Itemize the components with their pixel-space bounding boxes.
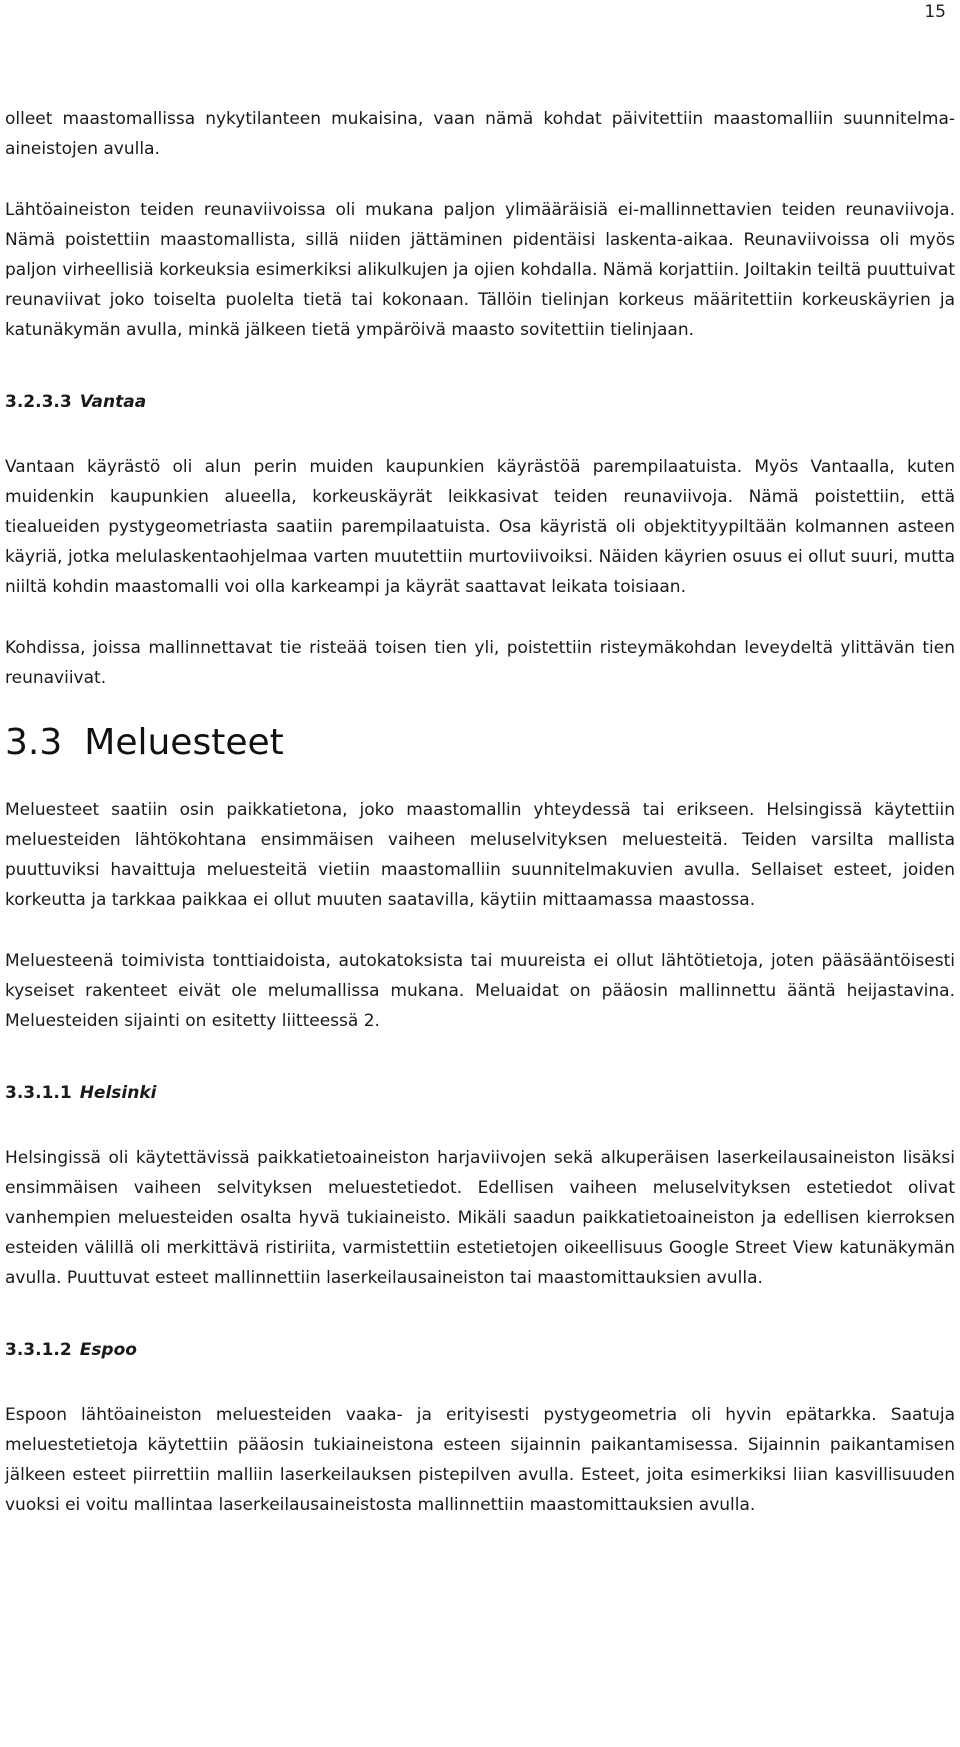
subsection-title: Vantaa bbox=[79, 392, 147, 412]
section-number: 3.3 bbox=[5, 722, 63, 763]
subsection-heading-espoo bbox=[5, 1335, 955, 1365]
subsection-heading-vantaa bbox=[5, 387, 955, 417]
paragraph: Meluesteet saatiin osin paikkatietona, joko maastomallin yhteydessä tai erikseen. Helsingissä käytettiin meluesteiden lähtökohtana ensimmäisen vaiheen meluselvityksen meluesteitä. Teiden varsilta mallista puuttuviksi havaittuja meluesteitä vietiin maastomalliin suunnitelmakuvien avulla. Sellaiset esteet, joiden korkeutta ja tarkkaa paikkaa ei ollut muuten saatavilla, käytiin mittaamassa maastossa. bbox=[5, 800, 955, 910]
page-body bbox=[5, 104, 955, 1520]
paragraph: Meluesteenä toimivista tonttiaidoista, autokatoksista tai muureista ei ollut lähtötietoja, joten pääsääntöisesti kyseiset rakenteet eivät ole melumallissa mukana. Meluaidat on pääosin mallinnettu ääntä heijastavina. Meluesteiden sijainti on esitetty liitteessä 2. bbox=[5, 951, 955, 1031]
section-heading-meluesteet bbox=[5, 713, 955, 773]
subsection-number: 3.3.1.2 bbox=[5, 1340, 72, 1360]
subsection-number: 3.3.1.1 bbox=[5, 1083, 72, 1103]
page-number: 15 bbox=[924, 2, 946, 22]
paragraph: Helsingissä oli käytettävissä paikkatietoaineiston harjaviivojen sekä alkuperäisen laserkeilausaineiston lisäksi ensimmäisen vaiheen selvityksen meluestetiedot. Edellisen vaiheen meluselvityksen estetiedot olivat vanhempien meluesteiden osalta hyvä tukiaineisto. Mikäli saadun paikkatietoaineiston ja edellisen kierroksen esteiden välillä oli merkittävä ristiriita, varmistettiin estetietojen oikeellisuus Google Street View katunäkymän avulla. Puuttuvat esteet mallinnettiin laserkeilausaineiston tai maastomittauksien avulla. bbox=[5, 1148, 955, 1288]
paragraph: Espoon lähtöaineiston meluesteiden vaaka- ja erityisesti pystygeometria oli hyvin epätarkka. Saatuja meluestetietoja käytettiin pääosin tukiaineistona esteen sijainnin paikantamisessa. Sijainnin paikantamisen jälkeen esteet piirrettiin malliin laserkeilauksen pistepilven avulla. Esteet, joita esimerkiksi liian kasvillisuuden vuoksi ei voitu mallintaa laserkeilausaineistosta mallinnettiin maastomittauksien avulla. bbox=[5, 1405, 955, 1515]
section-title: Meluesteet bbox=[84, 722, 284, 763]
subsection-number: 3.2.3.3 bbox=[5, 392, 72, 412]
paragraph: Kohdissa, joissa mallinnettavat tie risteää toisen tien yli, poistettiin risteymäkohdan leveydeltä ylittävän tien reunaviivat. bbox=[5, 638, 955, 688]
paragraph: olleet maastomallissa nykytilanteen mukaisina, vaan nämä kohdat päivitettiin maastomalliin suunnitelma-aineistojen avulla. bbox=[5, 109, 955, 159]
subsection-heading-helsinki bbox=[5, 1078, 955, 1108]
paragraph: Lähtöaineiston teiden reunaviivoissa oli mukana paljon ylimääräisiä ei-mallinnettavien teiden reunaviivoja. Nämä poistettiin maastomallista, sillä niiden jättäminen pidentäisi laskenta-aikaa. Reunaviivoissa oli myös paljon virheellisiä korkeuksia esimerkiksi alikulkujen ja ojien kohdalla. Nämä korjattiin. Joiltakin teiltä puuttuivat reunaviivat joko toiselta puolelta tietä tai kokonaan. Tällöin tielinjan korkeus määritettiin korkeuskäyrien ja katunäkymän avulla, minkä jälkeen tietä ympäröivä maasto sovitettiin tielinjaan. bbox=[5, 200, 955, 340]
subsection-title: Espoo bbox=[79, 1340, 137, 1360]
subsection-title: Helsinki bbox=[79, 1083, 157, 1103]
paragraph: Vantaan käyrästö oli alun perin muiden kaupunkien käyrästöä parempilaatuista. Myös Vantaalla, kuten muidenkin kaupunkien alueella, korkeuskäyrät leikkasivat teiden reunaviivoja. Nämä poistettiin, että tiealueiden pystygeometriasta saatiin parempilaatuista. Osa käyristä oli objektityypiltään kolmannen asteen käyriä, jotka melulaskentaohjelmaa varten muutettiin murtoviivoiksi. Näiden käyrien osuus ei ollut suuri, mutta niiltä kohdin maastomalli voi olla karkeampi ja käyrät saattavat leikata toisiaan. bbox=[5, 457, 955, 597]
